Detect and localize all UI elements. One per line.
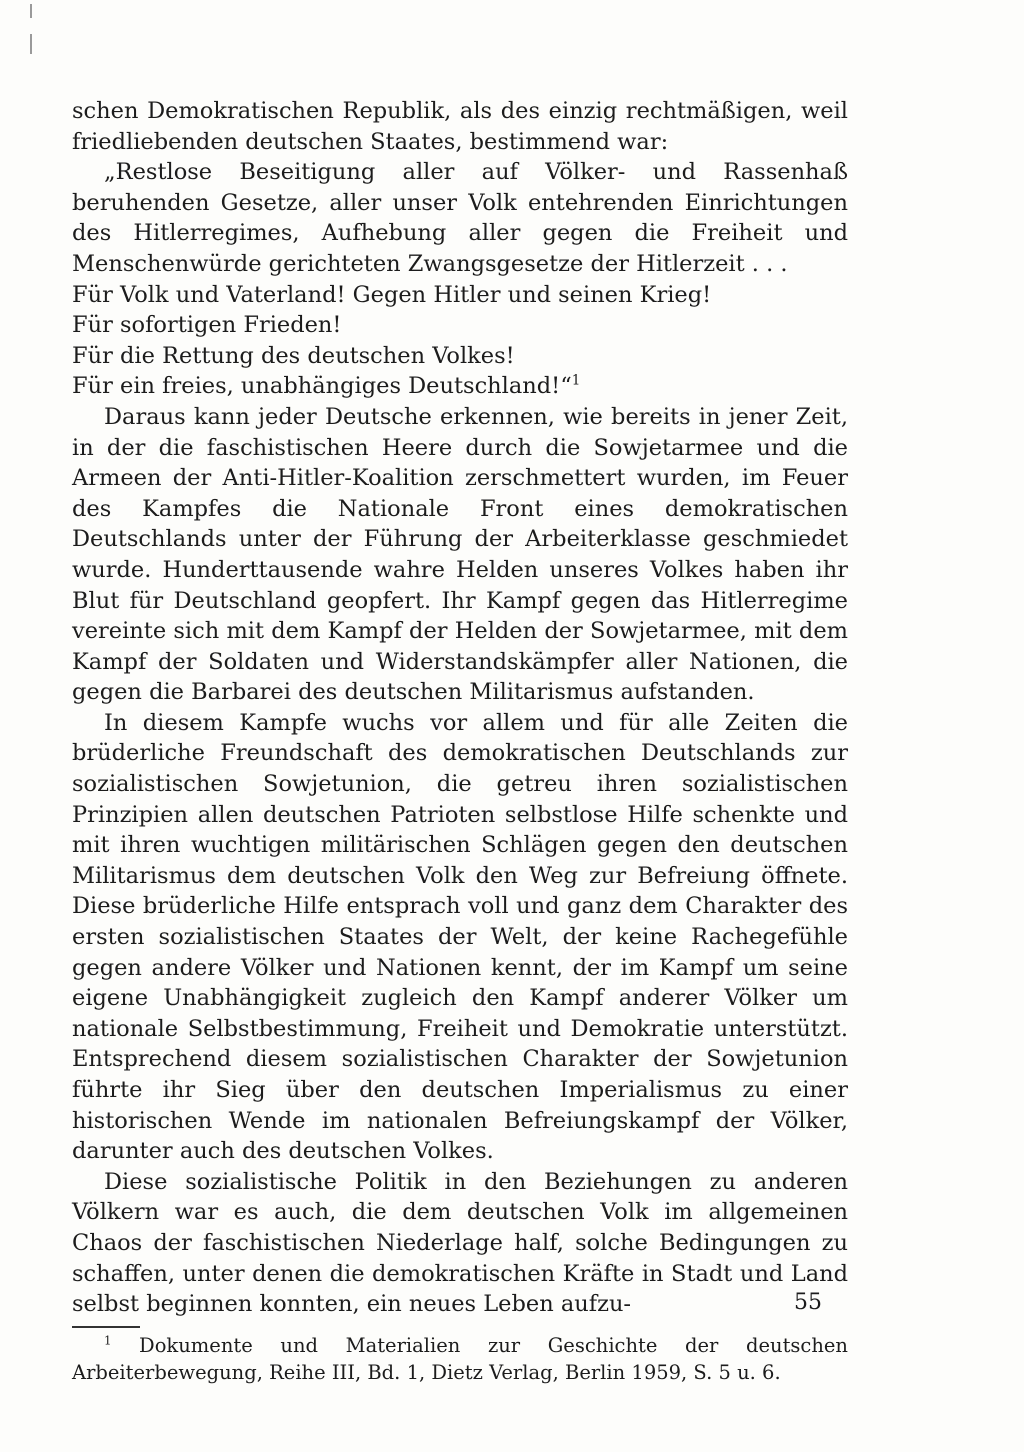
footnote-divider	[72, 1326, 140, 1328]
scan-artifact	[30, 34, 32, 54]
paragraph: Diese sozialistische Politik in den Beziehungen zu anderen Völkern war es auch, die dem deutschen Volk im allgemeinen Chaos der faschistischen Niederlage half, solche Bedingungen zu schaffen, unter denen die demokratischen Kräfte in Stadt und Land selbst beginnen konnten, ein neues Leben aufzu-	[72, 1168, 848, 1318]
footnote	[72, 1332, 848, 1386]
footnote-marker: 1	[104, 1333, 112, 1348]
slogan-line: Für Volk und Vaterland! Gegen Hitler und seinen Krieg!	[72, 281, 712, 308]
footnote-text: Dokumente und Materialien zur Geschichte der deutschen Arbeiterbewegung, Reihe III, Bd. 1, Dietz Verlag, Berlin 1959, S. 5 u. 6.	[72, 1333, 848, 1384]
slogan-line: Für die Rettung des deutschen Volkes!	[72, 342, 515, 369]
quote-paragraph: „Restlose Beseitigung aller auf Völker- und Rassenhaß beruhenden Gesetze, aller unser Volk entehrenden Einrichtungen des Hitlerregimes, Aufhebung aller gegen die Freiheit und Menschenwürde gerichteten Zwangsgesetze der Hitlerzeit . . .	[72, 159, 848, 277]
paragraph: Daraus kann jeder Deutsche erkennen, wie bereits in jener Zeit, in der die faschistischen Heere durch die Sowjetarmee und die Armeen der Anti-Hitler-Koalition zerschmettert wurden, im Feuer des Kampfes die Nationale Front eines demokratischen Deutschlands unter der Führung der Arbeiterklasse geschmiedet wurde. Hunderttausende wahre Helden unseres Volkes haben ihr Blut für Deutschland geopfert. Ihr Kampf gegen das Hitlerregime vereinte sich mit dem Kampf der Helden der Sowjetarmee, mit dem Kampf der Soldaten und Widerstandskämpfer aller Nationen, die gegen die Barbarei des deutschen Militarismus aufstanden.	[72, 403, 848, 706]
footnote-reference: 1	[571, 372, 581, 389]
body-text	[72, 96, 848, 1386]
scan-artifact	[30, 4, 32, 18]
slogan-line-final	[72, 371, 848, 402]
slogan-text: Für ein freies, unabhängiges Deutschland!“	[72, 373, 572, 400]
slogan-line: Für sofortigen Frieden!	[72, 312, 342, 339]
paragraph-continuation: schen Demokratischen Republik, als des einzig rechtmäßigen, weil friedliebenden deutschen Staates, bestimmend war:	[72, 98, 848, 155]
page-number: 55	[794, 1290, 822, 1315]
paragraph: In diesem Kampfe wuchs vor allem und für alle Zeiten die brüderliche Freundschaft des demokratischen Deutschlands zur sozialistischen Sowjetunion, die getreu ihren sozialistischen Prinzipien allen deutschen Patrioten selbstlose Hilfe schenkte und mit ihren wuchtigen militärischen Schlägen gegen den deutschen Militarismus dem deutschen Volk den Weg zur Befreiung öffnete. Diese brüderliche Hilfe entsprach voll und ganz dem Charakter des ersten sozialistischen Staates der Welt, der keine Rachegefühle gegen andere Völker und Nationen kennt, der im Kampf um seine eigene Unabhängigkeit zugleich den Kampf anderer Völker um nationale Selbstbestimmung, Freiheit und Demokratie unterstützt. Entsprechend diesem sozialistischen Charakter der Sowjetunion führte ihr Sieg über den deutschen Imperialismus zu einer historischen Wende im nationalen Befreiungskampf der Völker, darunter auch des deutschen Volkes.	[72, 709, 848, 1165]
